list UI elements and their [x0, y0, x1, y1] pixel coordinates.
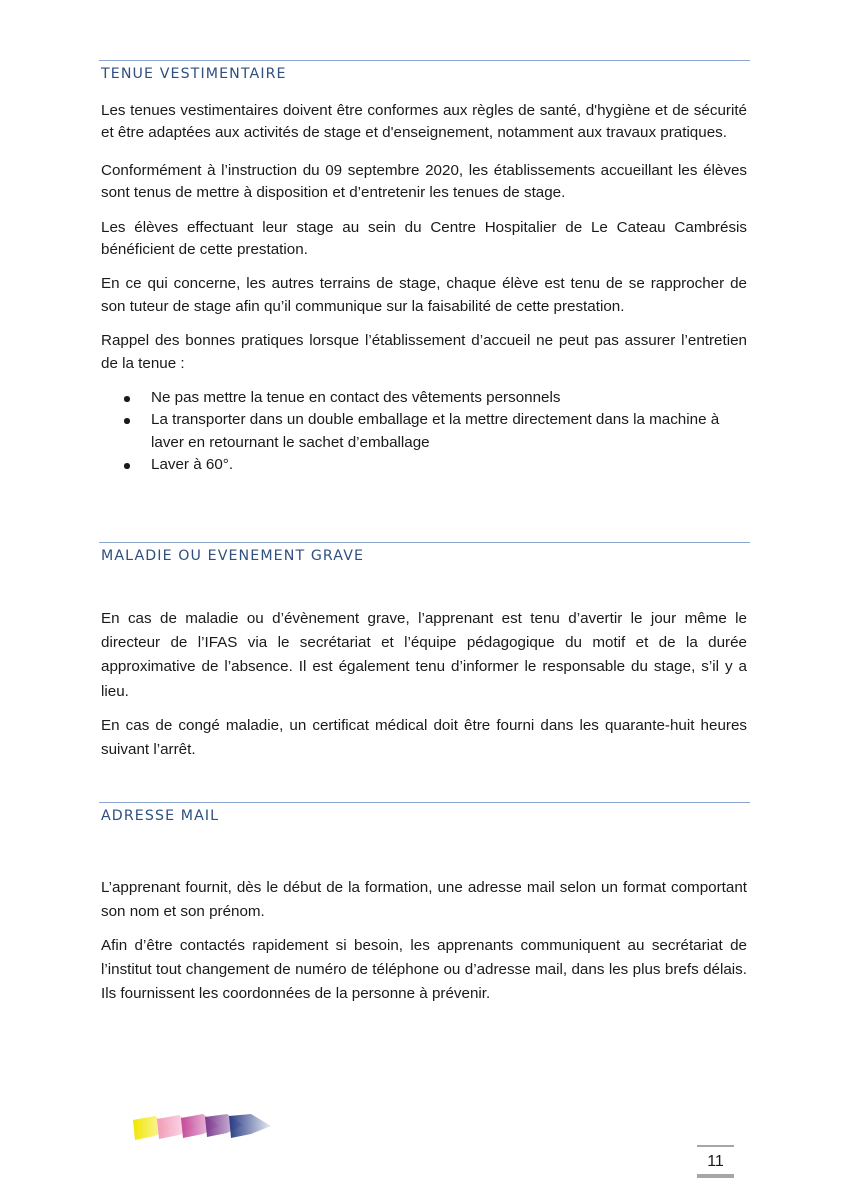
page-number: 11 — [707, 1153, 724, 1170]
page-number-rule-top — [697, 1145, 734, 1147]
paragraph: Afin d’être contactés rapidement si besoin, les apprenants communiquent au secrétariat de l’institut tout changement de numéro de téléphone ou d’adresse mail, dans les plus brefs délais. Ils fournissent les coordonnées de la personne à prévenir. — [101, 937, 747, 1003]
paragraph: Les élèves effectuant leur stage au sein du Centre Hospitalier de Le Cateau Cambrésis bénéficient de cette prestation. — [101, 218, 747, 259]
section-adresse-mail — [99, 802, 750, 824]
paragraph: En cas de maladie ou d’évènement grave, l’apprenant est tenu d’avertir le jour même le directeur de l’IFAS via le secrétariat et l’équipe pédagogique du motif et de la durée approximative de l’absence. Il est également tenu d’informer le responsable du stage, s’il y a lieu. — [101, 610, 747, 700]
paragraph: En ce qui concerne, les autres terrains de stage, chaque élève est tenu de se rapprocher de son tuteur de stage afin qu’il communique sur la faisabilité de cette prestation. — [101, 275, 747, 315]
bullet-icon — [124, 396, 130, 402]
paragraph: Rappel des bonnes pratiques lorsque l’établissement d’accueil ne peut pas assurer l’entretien de la tenue : — [101, 332, 747, 372]
page-number-rule-bottom — [697, 1174, 734, 1178]
page-number-box — [697, 1145, 734, 1178]
section-maladie — [99, 542, 750, 564]
section-heading: TENUE VESTIMENTAIRE — [101, 66, 287, 82]
section-heading: MALADIE OU EVENEMENT GRAVE — [101, 548, 365, 564]
section-body — [101, 876, 747, 1007]
list-item: La transporter dans un double emballage et la mettre directement dans la machine à laver en retournant le sachet d’emballage — [101, 409, 747, 454]
section-rule — [99, 802, 750, 803]
logo-shape-blue — [229, 1114, 271, 1138]
section-body — [101, 607, 747, 762]
bullet-list — [101, 387, 747, 477]
section-rule — [99, 60, 750, 61]
institution-logo — [133, 1114, 273, 1144]
section-heading: ADRESSE MAIL — [101, 808, 220, 824]
paragraph: Les tenues vestimentaires doivent être conformes aux règles de santé, d'hygiène et de sécurité et être adaptées aux activités de stage et d'enseignement, notamment aux travaux pratiques. — [101, 102, 747, 142]
bullet-icon — [124, 418, 130, 424]
paragraph: En cas de congé maladie, un certificat médical doit être fourni dans les quarante-huit heures suivant l’arrêt. — [101, 716, 747, 758]
section-rule — [99, 542, 750, 543]
list-item: Laver à 60°. — [101, 454, 747, 476]
section-body — [101, 100, 747, 477]
bullet-icon — [124, 463, 130, 469]
paragraph: Conformément à l’instruction du 09 septembre 2020, les établissements accueillant les élèves sont tenus de mettre à disposition et d’entretenir les tenues de stage. — [101, 161, 747, 202]
section-tenue-vestimentaire — [99, 60, 750, 82]
list-item: Ne pas mettre la tenue en contact des vêtements personnels — [101, 387, 747, 409]
paragraph: L’apprenant fournit, dès le début de la formation, une adresse mail selon un format comportant son nom et son prénom. — [101, 879, 747, 920]
